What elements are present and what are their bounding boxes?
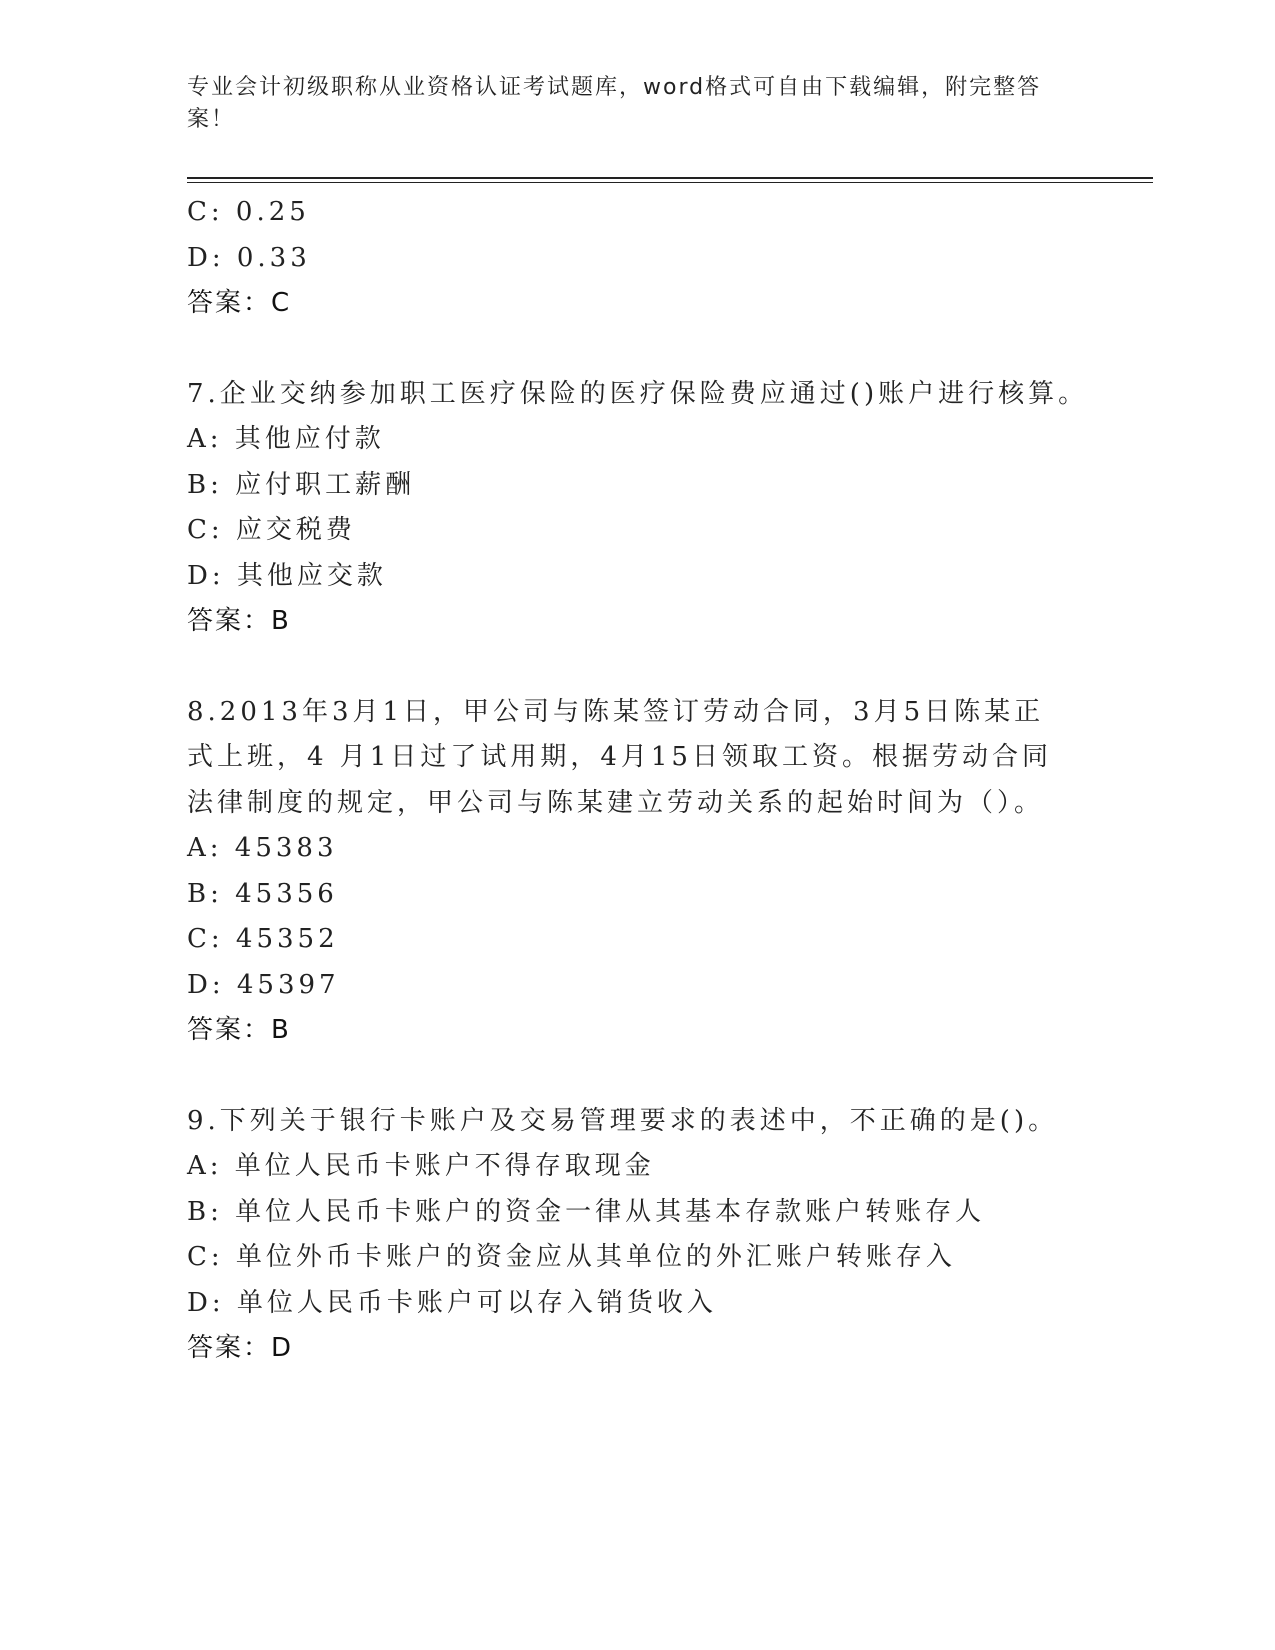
option-a: A: 单位人民币卡账户不得存取现金 [187, 1151, 655, 1181]
answer-line: 答案：B [187, 606, 291, 636]
question-9 [187, 1099, 1067, 1372]
question-text: 8.2013年3月1日，甲公司与陈某签订劳动合同，3月5日陈某正式上班，4 月1日过了试用期，4月15日领取工资。根据劳动合同法律制度的规定，甲公司与陈某建立劳动关系的起始时间为（）。 [187, 696, 1052, 818]
question-text: 7.企业交纳参加职工医疗保险的医疗保险费应通过()账户进行核算。 [187, 378, 1089, 409]
option-b: B: 单位人民币卡账户的资金一律从其基本存款账户转账存人 [187, 1196, 986, 1227]
option-d: D: 0.33 [187, 242, 311, 273]
header-rule-thick [187, 177, 1153, 179]
question-6-tail [187, 190, 1067, 327]
option-d: D: 其他应交款 [187, 560, 387, 591]
answer-line: 答案：C [187, 288, 292, 318]
spacer [187, 645, 1067, 690]
option-c: C: 单位外币卡账户的资金应从其单位的外汇账户转账存入 [187, 1242, 956, 1272]
option-c: C: 0.25 [187, 197, 310, 227]
option-b: B: 45356 [187, 878, 338, 909]
option-b: B: 应付职工薪酬 [187, 469, 416, 500]
answer-line: 答案：B [187, 1015, 291, 1045]
spacer [187, 327, 1067, 372]
page-header: 专业会计初级职称从业资格认证考试题库，word格式可自由下载编辑，附完整答案！ [187, 75, 1042, 132]
header-rule-thin [187, 182, 1153, 183]
question-8 [187, 690, 1067, 1054]
option-a: A: 其他应付款 [187, 424, 385, 454]
option-c: C: 应交税费 [187, 515, 356, 545]
spacer [187, 1054, 1067, 1099]
question-7 [187, 372, 1089, 645]
question-text: 9.下列关于银行卡账户及交易管理要求的表述中，不正确的是()。 [187, 1105, 1059, 1136]
option-a: A: 45383 [187, 833, 338, 863]
answer-line: 答案：D [187, 1333, 294, 1363]
option-d: D: 单位人民币卡账户可以存入销货收入 [187, 1287, 717, 1318]
question-list [187, 190, 1089, 1372]
option-d: D: 45397 [187, 969, 340, 1000]
option-c: C: 45352 [187, 924, 339, 954]
